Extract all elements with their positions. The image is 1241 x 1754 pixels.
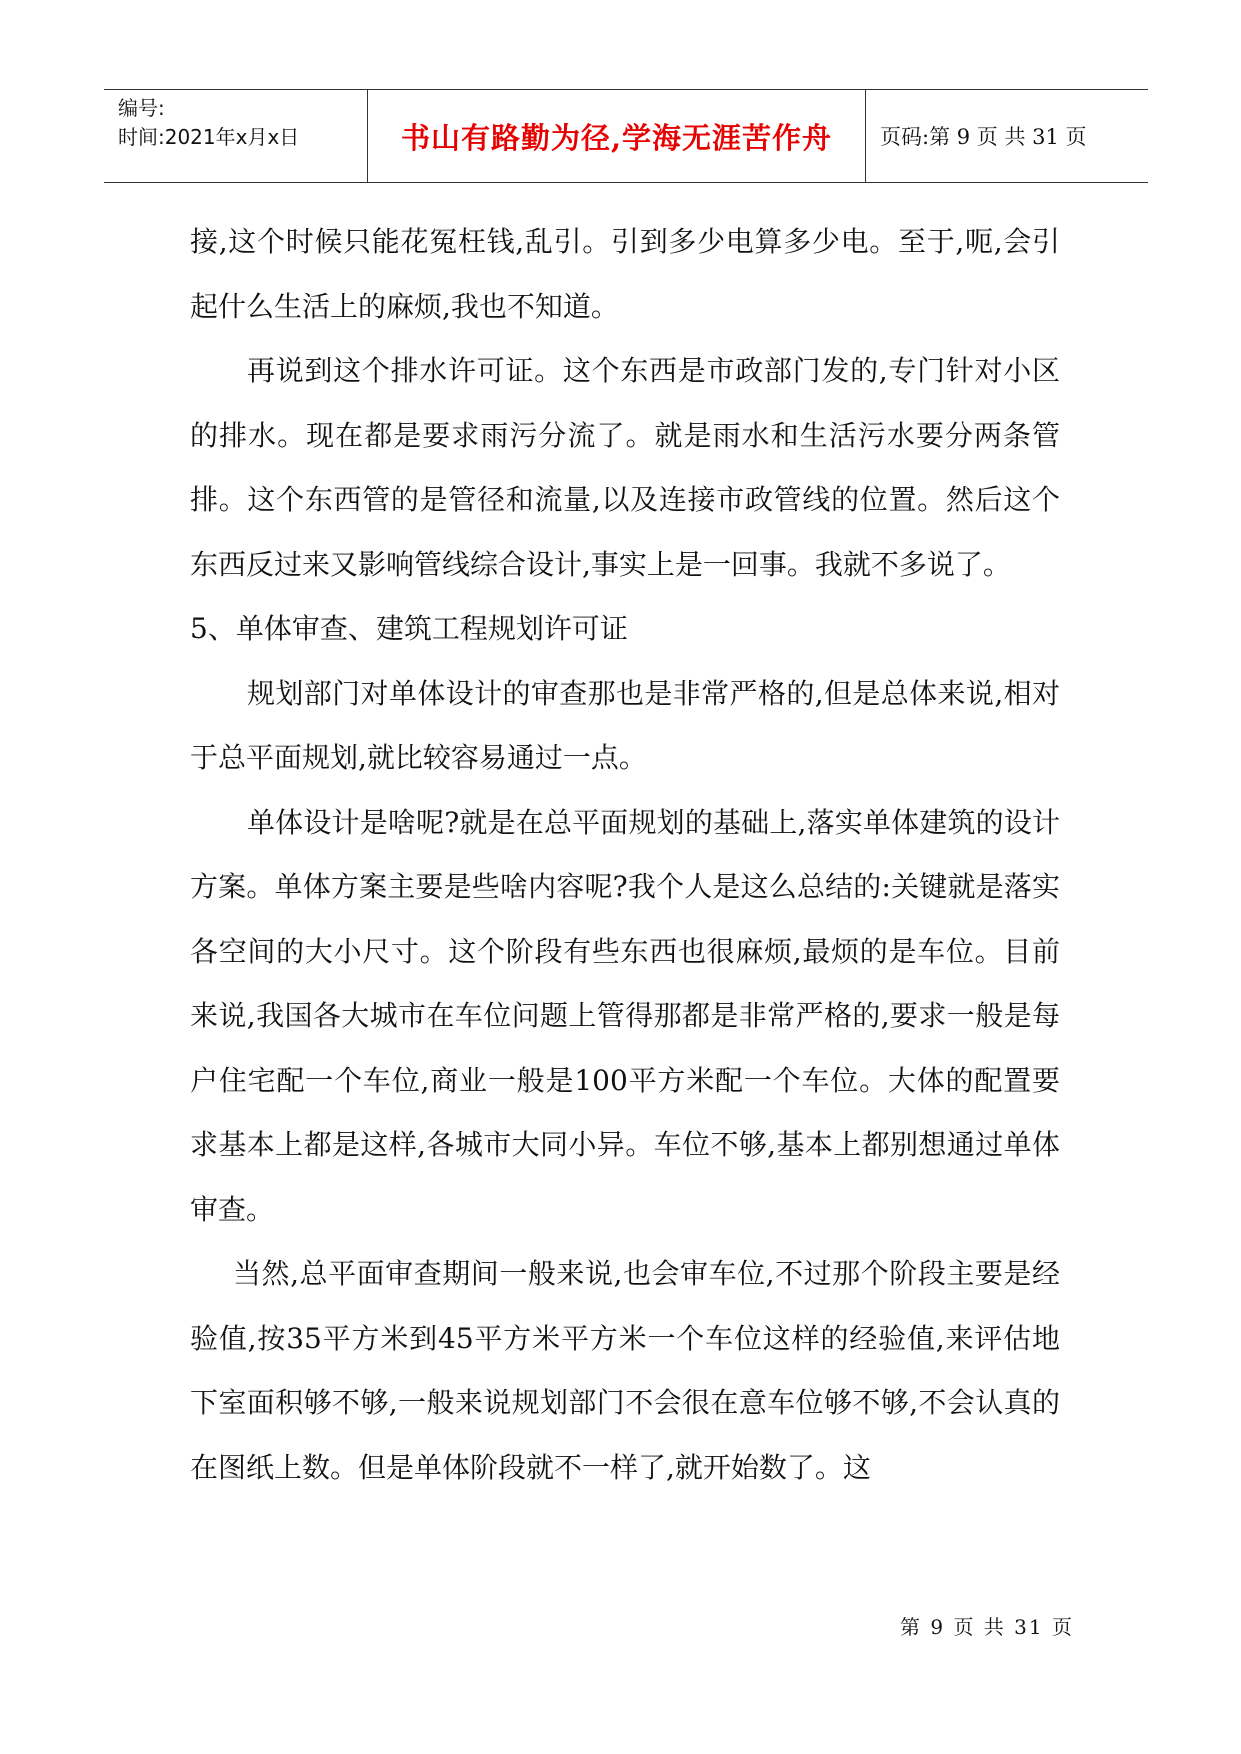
paragraph: 当然,总平面审查期间一般来说,也会审车位,不过那个阶段主要是经验值,按35平方米到45平方米平方米一个车位这样的经验值,来评估地下室面积够不够,一般来说规划部门不会很在意车位够不够,不会认真的在图纸上数。但是单体阶段就不一样了,就开始数了。这 (190, 1257, 1060, 1484)
section-heading: 5、单体审查、建筑工程规划许可证 (190, 612, 628, 645)
document-body (190, 210, 1060, 1500)
paragraph: 再说到这个排水许可证。这个东西是市政部门发的,专门针对小区的排水。现在都是要求雨污分流了。就是雨水和生活污水要分两条管排。这个东西管的是管径和流量,以及连接市政管线的位置。然后这个东西反过来又影响管线综合设计,事实上是一回事。我就不多说了。 (190, 354, 1060, 581)
page-header (104, 89, 1148, 183)
header-meta (104, 90, 368, 182)
header-page-code: 页码:第 9 页 共 31 页 (880, 125, 1087, 149)
time-label: 时间:2021年x月x日 (118, 125, 300, 149)
serial-number-label: 编号: (118, 96, 165, 120)
paragraph: 单体设计是啥呢?就是在总平面规划的基础上,落实单体建筑的设计方案。单体方案主要是些啥内容呢?我个人是这么总结的:关键就是落实各空间的大小尺寸。这个阶段有些东西也很麻烦,最烦的是车位。目前来说,我国各大城市在车位问题上管得那都是非常严格的,要求一般是每户住宅配一个车位,商业一般是100平方米配一个车位。大体的配置要求基本上都是这样,各城市大同小异。车位不够,基本上都别想通过单体审查。 (190, 805, 1060, 1226)
paragraph: 接,这个时候只能花冤枉钱,乱引。引到多少电算多少电。至于,呃,会引起什么生活上的麻烦,我也不知道。 (190, 225, 1060, 323)
paragraph: 规划部门对单体设计的审查那也是非常严格的,但是总体来说,相对于总平面规划,就比较容易通过一点。 (190, 676, 1060, 774)
header-motto: 书山有路勤为径,学海无涯苦作舟 (368, 90, 866, 182)
page-footer: 第 9 页 共 31 页 (900, 1615, 1074, 1639)
